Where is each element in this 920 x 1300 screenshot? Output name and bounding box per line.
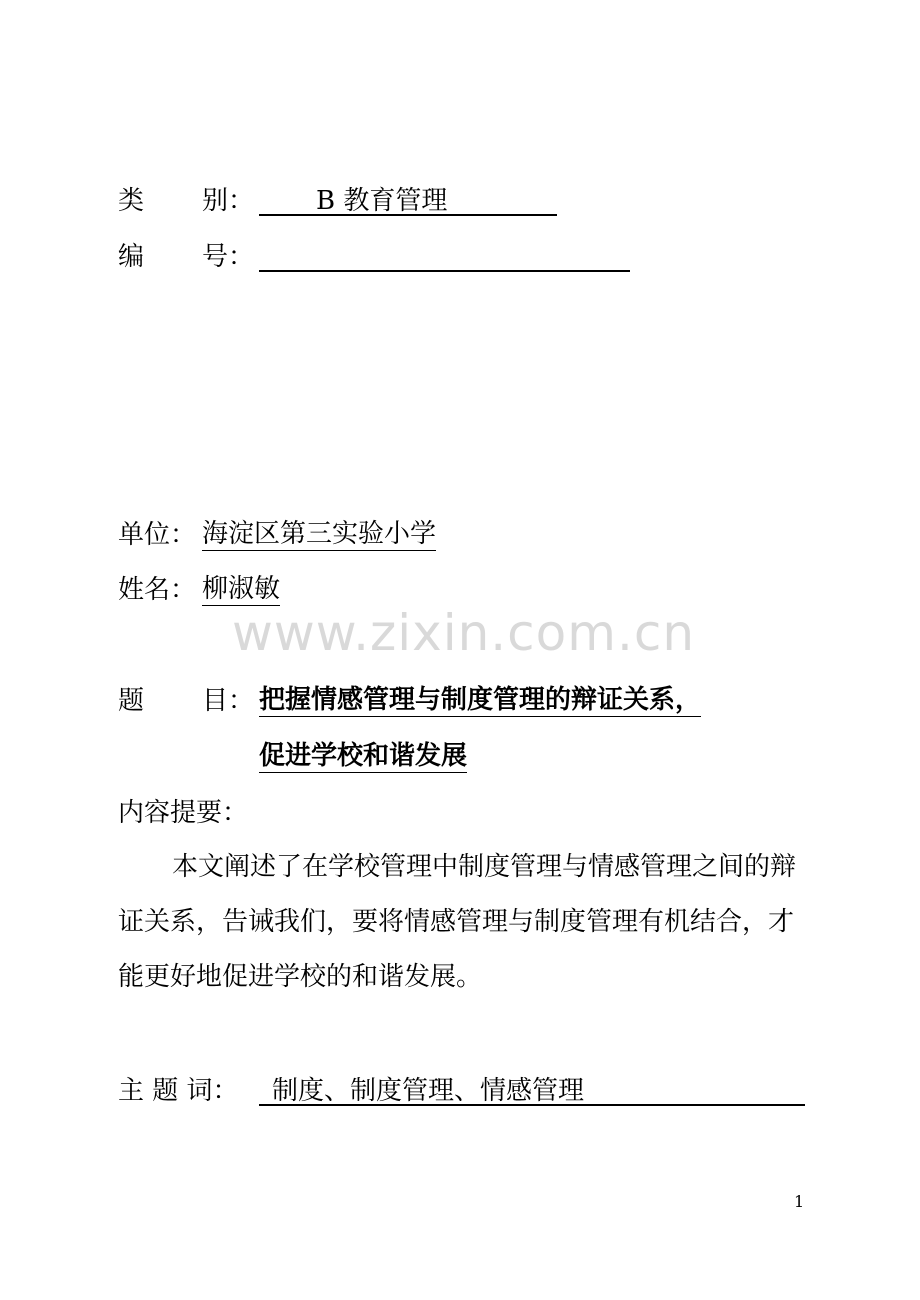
serial-number-row	[118, 240, 638, 276]
name-label: 姓名：	[118, 575, 197, 605]
keywords-row	[118, 1074, 818, 1110]
serial-number-underline	[259, 240, 630, 272]
page-number: 1	[794, 1192, 805, 1211]
category-label-char2: 别：	[202, 186, 255, 216]
category-label-char1: 类	[118, 186, 145, 216]
title-row	[118, 684, 758, 720]
serial-number-label-char2: 号：	[202, 242, 255, 272]
abstract-text: 本文阐述了在学校管理中制度管理与情感管理之间的辩证关系，告诫我们，要将情感管理与制度管理有机结合，才能更好地促进学校的和谐发展。	[118, 852, 797, 992]
title-line2: 促进学校和谐发展	[259, 741, 468, 771]
title-label-char1: 题	[118, 686, 145, 716]
category-value: B 教育管理	[316, 186, 448, 216]
abstract-label: 内容提要：	[118, 798, 249, 828]
unit-label: 单位：	[118, 520, 197, 550]
keywords-value: 制度、制度管理、情感管理	[272, 1076, 585, 1106]
abstract-paragraph	[118, 840, 808, 1005]
title-row-2	[259, 740, 559, 776]
category-row	[118, 184, 568, 220]
serial-number-label-char1: 编	[118, 242, 145, 272]
title-label-char2: 目：	[202, 686, 255, 716]
name-value: 柳淑敏	[202, 574, 281, 604]
keywords-label: 主 题 词：	[118, 1076, 239, 1106]
unit-value: 海淀区第三实验小学	[202, 519, 437, 549]
title-line1: 把握情感管理与制度管理的辩证关系，	[259, 685, 702, 715]
watermark: www.zixin.com.cn	[232, 604, 696, 662]
unit-row	[118, 518, 518, 554]
